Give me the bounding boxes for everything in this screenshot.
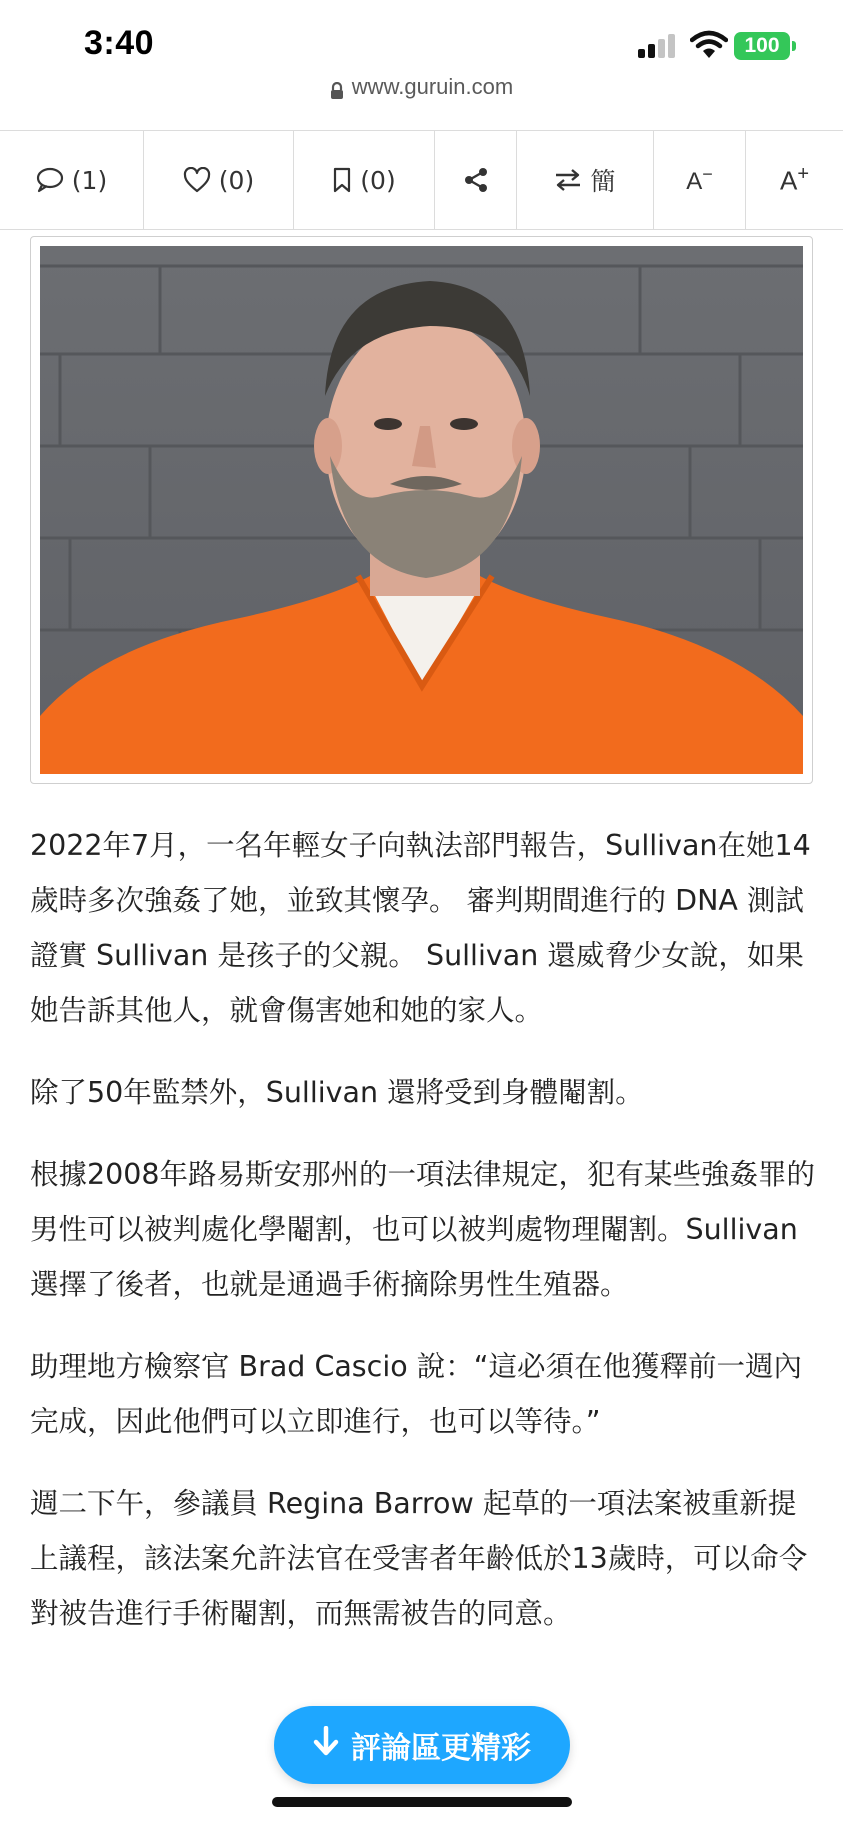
article-paragraph: 週二下午，參議員 Regina Barrow 起草的一項法案被重新提上議程，該法案允許法官在受害者年齡低於13歲時，可以命令對被告進行手術閹割，而無需被告的同意。 xyxy=(30,1487,808,1630)
article-paragraph: 根據2008年路易斯安那州的一項法律規定，犯有某些強姦罪的男性可以被判處化學閹割，也可以被判處物理閹割。Sullivan 選擇了後者，也就是通過手術摘除男性生殖器。 xyxy=(30,1158,816,1301)
url-text: www.guruin.com xyxy=(351,74,514,99)
article-photo-frame xyxy=(30,236,813,784)
article-paragraph: 助理地方檢察官 Brad Cascio 說：“這必須在他獲釋前一週內完成，因此他們可以立即進行，也可以等待。” xyxy=(30,1350,803,1438)
heart-icon xyxy=(183,167,211,193)
comments-more-label: 評論區更精彩 xyxy=(351,1731,531,1766)
comment-button[interactable] xyxy=(0,131,144,229)
mugshot-photo xyxy=(40,246,803,774)
battery-cap xyxy=(792,41,796,51)
address-bar[interactable] xyxy=(0,74,843,114)
wifi-icon xyxy=(690,30,728,60)
like-button[interactable] xyxy=(144,131,294,229)
font-smaller-button[interactable] xyxy=(654,131,746,229)
home-indicator[interactable] xyxy=(272,1797,572,1807)
status-time: 3:40 xyxy=(84,24,155,62)
status-bar xyxy=(0,0,843,80)
battery-icon: 100 xyxy=(734,32,790,60)
comment-count: (1) xyxy=(71,165,108,195)
arrow-down-icon xyxy=(313,1726,339,1764)
comment-icon xyxy=(36,167,64,193)
convert-label: 簡 xyxy=(590,167,616,196)
article-paragraph: 2022年7月，一名年輕女子向執法部門報告，Sullivan在她14歲時多次強姦了她，並致其懷孕。 審判期間進行的 DNA 測試證實 Sullivan 是孩子的父親。 Sullivan 還威脅少女說，如果她告訴其他人，就會傷害她和她的家人。 xyxy=(30,829,811,1027)
font-larger-label: A xyxy=(779,165,798,196)
like-count: (0) xyxy=(218,165,255,195)
share-button[interactable] xyxy=(435,131,517,229)
convert-chinese-button[interactable] xyxy=(517,131,654,229)
article-body xyxy=(30,818,820,1668)
font-smaller-label: A xyxy=(686,168,703,195)
bookmark-button[interactable] xyxy=(294,131,435,229)
bookmark-count: (0) xyxy=(360,165,396,195)
article-toolbar xyxy=(0,130,843,230)
font-larger-button[interactable] xyxy=(746,131,843,229)
cellular-signal-icon xyxy=(638,34,678,58)
font-smaller-sup: − xyxy=(702,164,713,184)
lock-icon xyxy=(330,79,344,95)
article-paragraph: 除了50年監禁外，Sullivan 還將受到身體閹割。 xyxy=(30,1076,644,1109)
share-icon xyxy=(463,167,489,193)
font-larger-sup: + xyxy=(797,163,810,186)
comments-more-button[interactable] xyxy=(274,1706,570,1784)
bookmark-icon xyxy=(332,167,352,193)
swap-icon xyxy=(554,168,582,192)
